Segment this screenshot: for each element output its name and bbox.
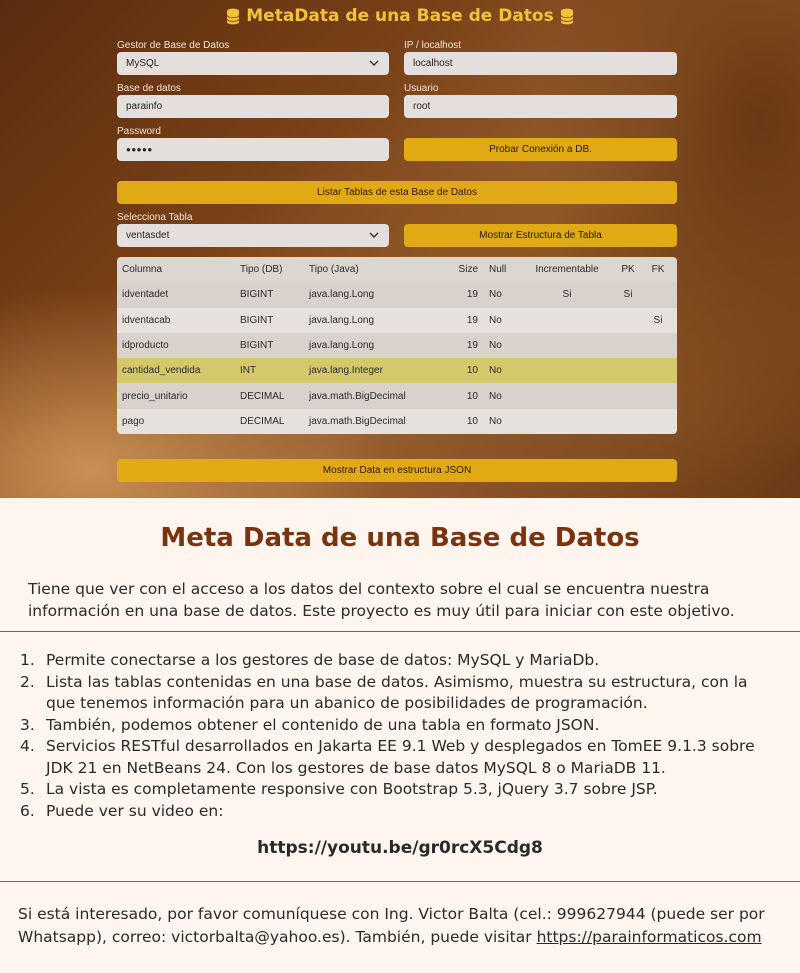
cell-tipo-db: BIGINT — [240, 314, 274, 326]
chevron-down-icon — [368, 229, 380, 241]
divider — [0, 881, 800, 882]
header-size: Size — [458, 264, 478, 276]
db-input[interactable] — [117, 95, 389, 118]
table-header-row — [117, 257, 677, 282]
cell-columna: precio_unitario — [122, 390, 188, 402]
table-select[interactable] — [117, 224, 389, 247]
cell-size: 19 — [466, 340, 478, 352]
video-link[interactable]: https://youtu.be/gr0rcX5Cdg8 — [257, 838, 543, 858]
list-item: 5. La vista es completamente responsive con Bootstrap 5.3, jQuery 3.7 sobre JSP. — [20, 780, 658, 798]
host-input[interactable] — [404, 52, 677, 75]
divider — [0, 631, 800, 632]
cell-null: No — [489, 415, 502, 427]
database-icon — [560, 8, 574, 25]
list-item: 6. Puede ver su video en: — [20, 801, 224, 820]
cell-columna: idventadet — [122, 289, 169, 301]
cell-tipo-db: DECIMAL — [240, 415, 285, 427]
user-input[interactable] — [404, 95, 677, 118]
cell-tipo-db: BIGINT — [240, 289, 274, 301]
cell-size: 10 — [466, 365, 478, 377]
header-tipo-java: Tipo (Java) — [309, 264, 359, 276]
cell-tipo-db: BIGINT — [240, 340, 274, 352]
cell-null: No — [489, 390, 502, 402]
cell-tipo-java: java.lang.Long — [309, 340, 375, 352]
header-fk: FK — [651, 264, 665, 276]
gestor-select[interactable] — [117, 52, 389, 75]
table-label: Selecciona Tabla — [117, 212, 193, 223]
structure-table — [117, 257, 677, 434]
table-row[interactable] — [117, 409, 677, 434]
user-label: Usuario — [404, 83, 439, 94]
chevron-down-icon — [368, 57, 380, 69]
list-item: 2. Lista las tablas contenidas en una base de datos. Asimismo, muestra su estructura, con la que tenemos información para un abanico de posibilidades de programación. — [20, 672, 748, 712]
cell-columna: idventacab — [122, 314, 171, 326]
site-link[interactable]: https://parainformaticos.com — [536, 928, 762, 946]
cell-size: 10 — [466, 415, 478, 427]
password-value: ●●●●● — [126, 145, 153, 154]
cell-null: No — [489, 314, 502, 326]
user-value: root — [413, 101, 431, 112]
db-label: Base de datos — [117, 83, 181, 94]
description-intro: Tiene que ver con el acceso a los datos del contexto sobre el cual se encuentra nuestra información en una base de datos. Este proyecto es muy útil para iniciar con este objetivo. — [28, 580, 735, 620]
table-value: ventasdet — [126, 230, 170, 241]
list-item: 3. También, podemos obtener el contenido de una tabla en formato JSON. — [20, 715, 600, 734]
host-value: localhost — [413, 58, 453, 69]
cell-tipo-java: java.lang.Long — [309, 314, 375, 326]
cell-null: No — [489, 289, 502, 301]
cell-incrementable: Si — [562, 289, 572, 301]
header-incrementable: Incrementable — [535, 264, 599, 276]
app-title: MetaData de una Base de Datos — [246, 6, 554, 26]
cell-columna: pago — [122, 415, 145, 427]
cell-tipo-java: java.lang.Long — [309, 289, 375, 301]
cell-tipo-java: java.math.BigDecimal — [309, 415, 406, 427]
cell-tipo-db: DECIMAL — [240, 390, 285, 402]
header-null: Null — [489, 264, 507, 276]
host-label: IP / localhost — [404, 40, 462, 51]
cell-size: 19 — [466, 289, 478, 301]
cell-columna: idproducto — [122, 340, 169, 352]
header-tipo-db: Tipo (DB) — [240, 264, 283, 276]
contact-text: Si está interesado, por favor comuníquese con Ing. Victor Balta (cel.: 999627944 (puede ser por Whatsapp), correo: victorbalta@yahoo.es). También, puede visitar https://parainformaticos.com — [18, 905, 765, 946]
table-row[interactable] — [117, 282, 677, 307]
cell-tipo-java: java.math.BigDecimal — [309, 390, 406, 402]
list-tables-button[interactable]: Listar Tablas de esta Base de Datos — [117, 181, 677, 204]
description-heading: Meta Data de una Base de Datos — [160, 523, 640, 553]
cell-tipo-db: INT — [240, 365, 257, 377]
cell-null: No — [489, 365, 502, 377]
description-section — [0, 498, 800, 973]
cell-null: No — [489, 340, 502, 352]
table-row[interactable] — [117, 383, 677, 408]
header-columna: Columna — [122, 264, 163, 276]
cell-tipo-java: java.lang.Integer — [309, 365, 383, 377]
password-label: Password — [117, 126, 161, 137]
show-json-button[interactable]: Mostrar Data en estructura JSON — [117, 459, 677, 482]
cell-fk: Si — [653, 314, 663, 326]
table-row[interactable] — [117, 333, 677, 358]
list-item: 4. Servicios RESTful desarrollados en Jakarta EE 9.1 Web y desplegados en TomEE 9.1.3 sobre JDK 21 en NetBeans 24. Con los gestores de base datos MySQL 8 o MariaDB 11. — [20, 737, 755, 777]
show-structure-button[interactable]: Mostrar Estructura de Tabla — [404, 224, 677, 247]
test-connection-button[interactable]: Probar Conexión a DB. — [404, 138, 677, 161]
gestor-value: MySQL — [126, 58, 160, 69]
header-pk: PK — [621, 264, 635, 276]
cell-columna: cantidad_vendida — [122, 365, 201, 377]
cell-size: 19 — [466, 314, 478, 326]
list-item: 1. Permite conectarse a los gestores de base de datos: MySQL y MariaDb. — [20, 651, 600, 669]
table-row[interactable] — [117, 308, 677, 333]
app-title-bar — [0, 6, 800, 26]
gestor-label: Gestor de Base de Datos — [117, 40, 230, 51]
db-value: parainfo — [126, 101, 163, 112]
cell-pk: Si — [623, 289, 633, 301]
password-input[interactable] — [117, 138, 389, 161]
table-row-hover[interactable] — [117, 358, 677, 383]
cell-size: 10 — [466, 390, 478, 402]
database-icon — [226, 8, 240, 25]
feature-list — [20, 650, 780, 822]
